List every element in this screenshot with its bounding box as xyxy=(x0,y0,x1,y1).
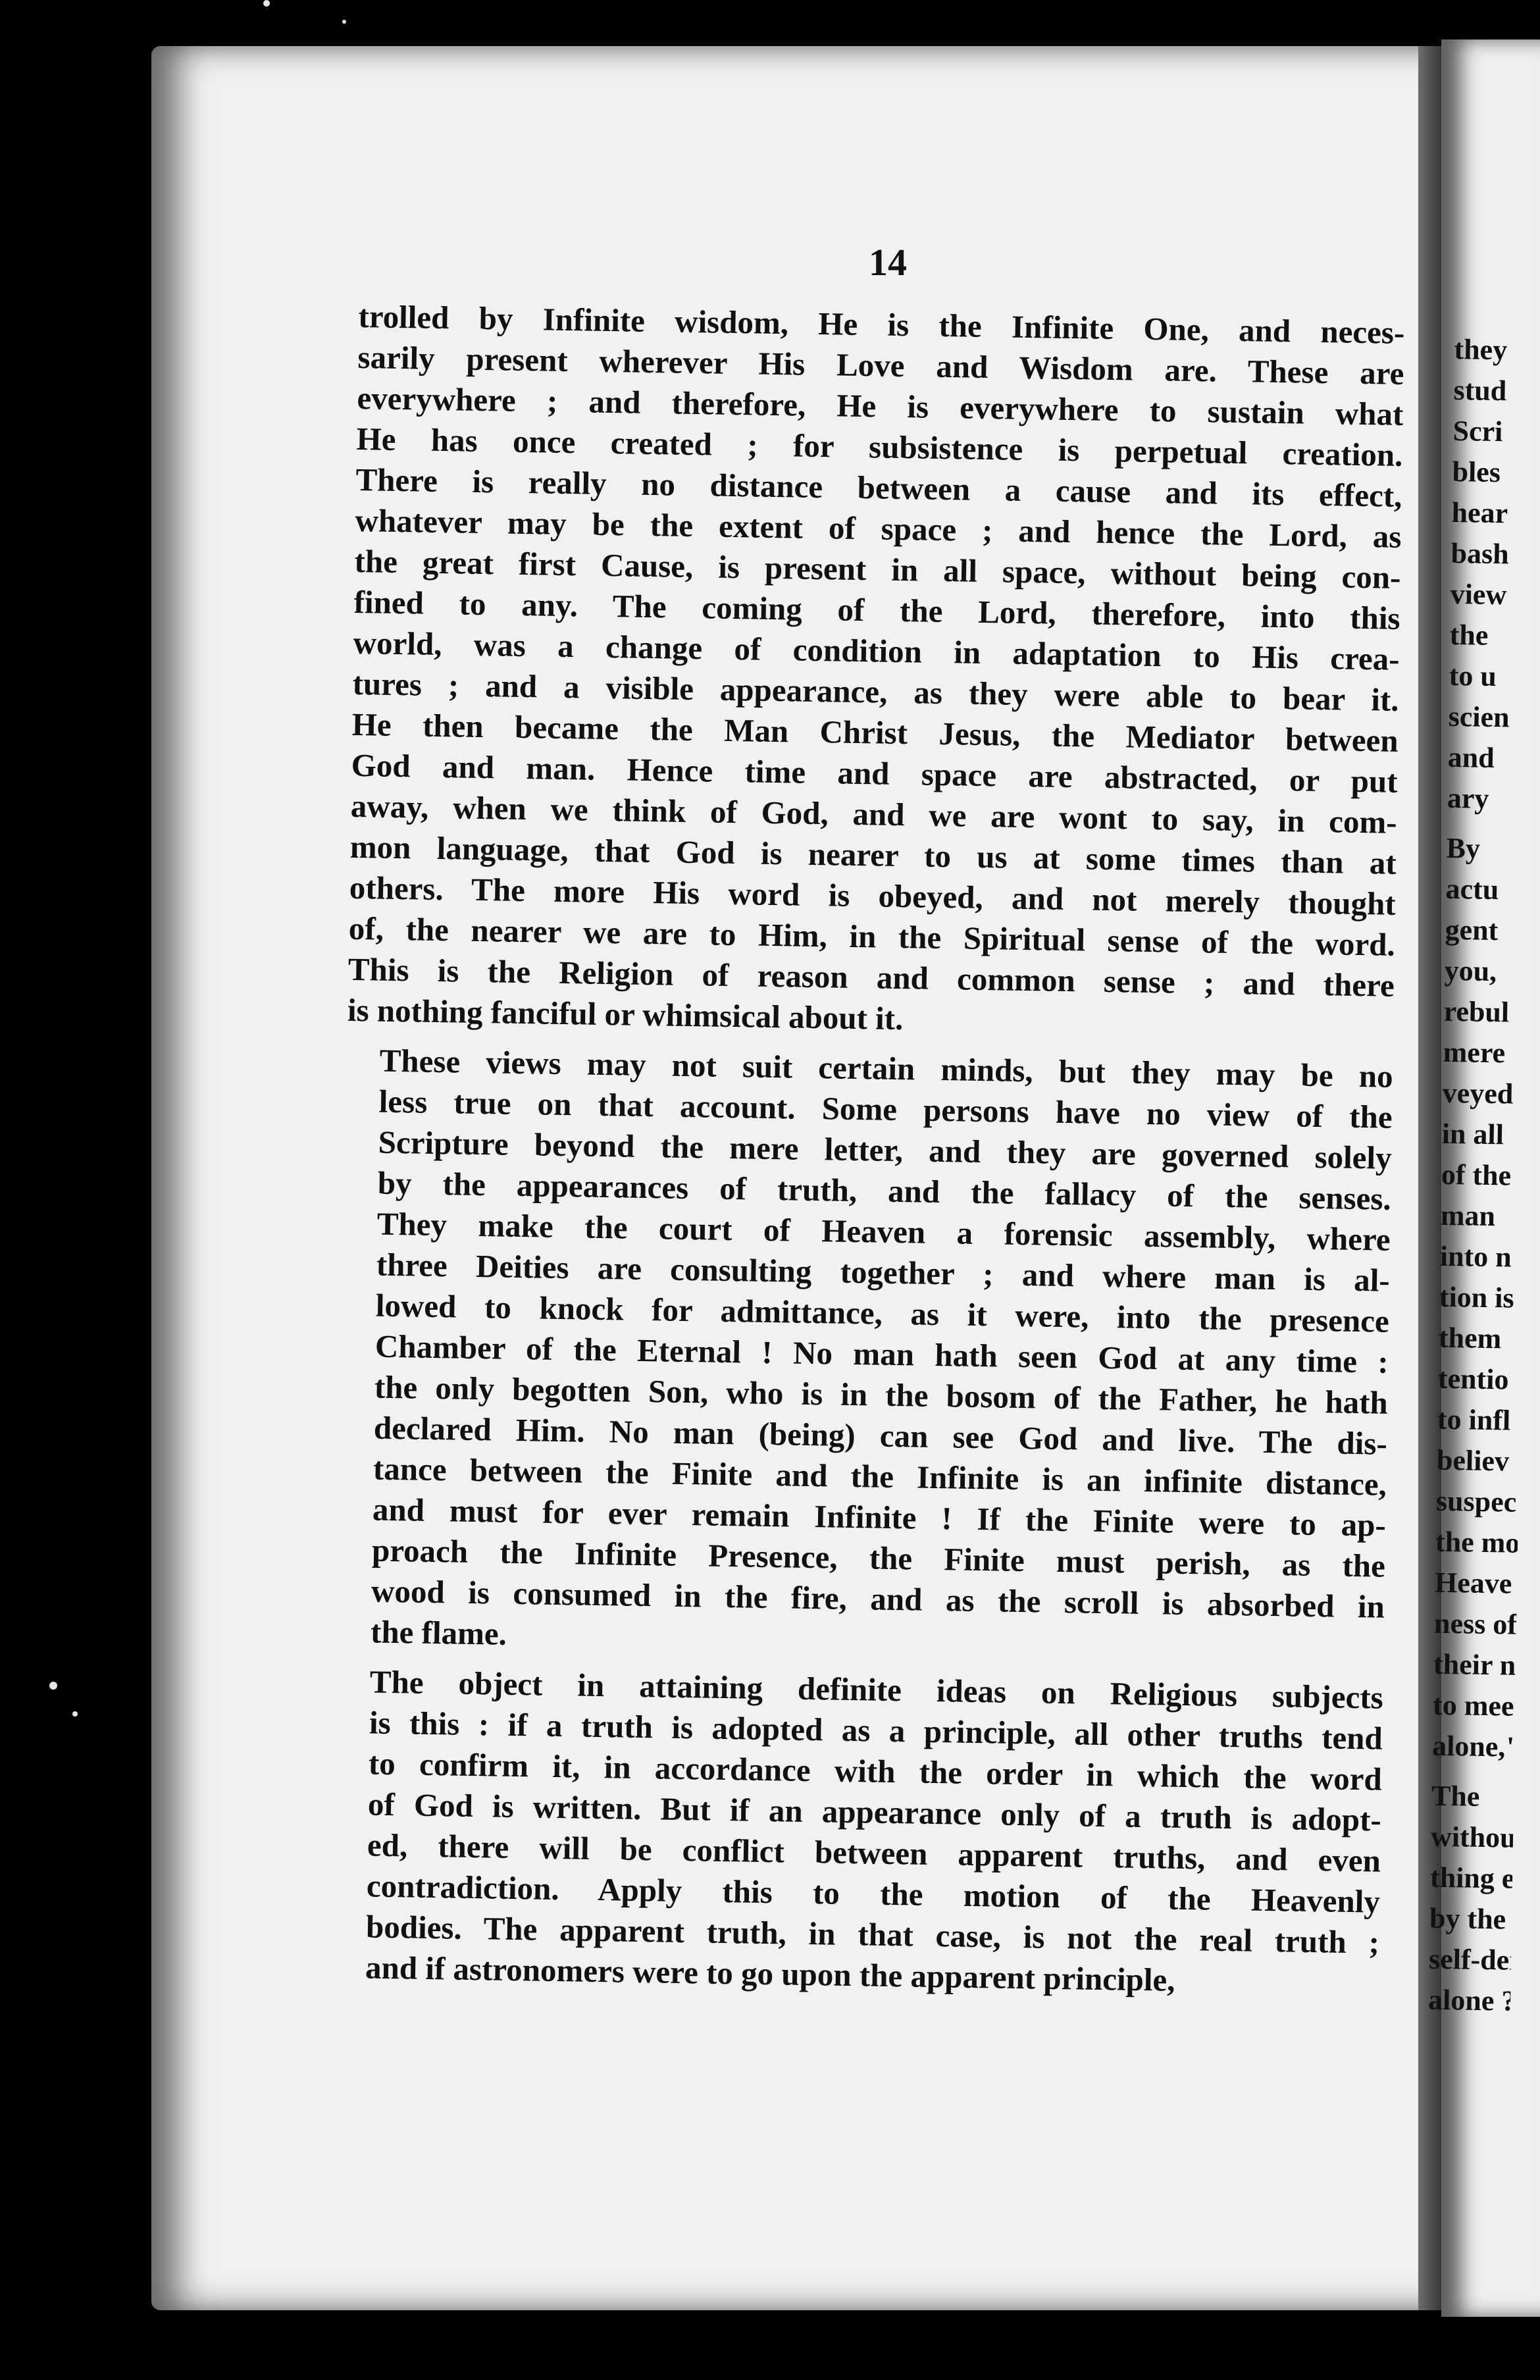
text-line: three Deities are consulting together ; and where man is al- xyxy=(376,1246,1391,1299)
text-fragment: their n xyxy=(1433,1647,1516,1682)
text-fragment: alone ?" xyxy=(1427,1983,1533,2018)
text-line: They make the court of Heaven a forensic assembly, where xyxy=(376,1205,1391,1258)
text-fragment: tion is xyxy=(1439,1280,1514,1314)
text-line: trolled by Infinite wisdom, He is the Infinite One, and neces- xyxy=(358,298,1405,351)
text-fragment: believ xyxy=(1436,1443,1510,1478)
text-fragment: to mee xyxy=(1432,1688,1514,1722)
body-text xyxy=(332,296,1404,2013)
text-line: the great first Cause, is present in all space, without being con- xyxy=(354,542,1401,596)
text-fragment: of the xyxy=(1441,1158,1512,1192)
text-line: declared Him. No man (being) can see God and live. The dis- xyxy=(373,1409,1388,1462)
text-line: These views may not suit certain minds, but they may be no xyxy=(379,1042,1394,1095)
text-fragment: hear xyxy=(1451,496,1508,530)
text-fragment: to u xyxy=(1449,659,1497,693)
text-line: fined to any. The coming of the Lord, therefore, into this xyxy=(353,583,1400,636)
paragraph-2 xyxy=(338,1040,1393,1669)
text-fragment: scien xyxy=(1448,700,1510,734)
text-fragment: to infl xyxy=(1437,1403,1511,1437)
text-line: Scripture beyond the mere letter, and they are governed solely xyxy=(378,1124,1393,1176)
text-fragment: rebul xyxy=(1443,995,1510,1029)
text-line: less true on that account. Some persons have no view of the xyxy=(378,1083,1393,1135)
text-fragment: and xyxy=(1447,740,1495,775)
text-fragment: view xyxy=(1450,577,1507,611)
text-line: He has once created ; for subsistence is perpetual creation. xyxy=(356,420,1403,473)
scan-speck xyxy=(72,1711,78,1717)
text-fragment: the mo xyxy=(1435,1525,1520,1559)
text-line: lowed to knock for admittance, as it were, into the presence xyxy=(375,1287,1390,1339)
paragraph-1 xyxy=(347,296,1404,1047)
text-line: wood is consumed in the fire, and as the scroll is absorbed in xyxy=(371,1572,1385,1625)
text-line: away, when we think of God, and we are wont to say, in com- xyxy=(350,787,1398,841)
text-line: sarily present wherever His Love and Wisdom are. These are xyxy=(357,338,1404,392)
text-fragment: them xyxy=(1438,1321,1502,1355)
text-line: This is the Religion of reason and common sense ; and there xyxy=(347,950,1395,1004)
text-line: is this : if a truth is adopted as a principle, all other truths tend xyxy=(369,1704,1383,1757)
text-fragment: mere xyxy=(1443,1035,1506,1070)
text-line: and if astronomers were to go upon the apparent principle, xyxy=(365,1949,1175,1998)
text-fragment: in all xyxy=(1441,1117,1504,1151)
text-line: whatever may be the extent of space ; and hence the Lord, as xyxy=(355,502,1402,555)
text-line: The object in attaining definite ideas on Religious subjects xyxy=(369,1663,1384,1716)
text-fragment: Scri xyxy=(1452,414,1503,448)
text-line: tures ; and a visible appearance, as they were able to bear it. xyxy=(352,665,1399,718)
scan-speck xyxy=(342,20,346,24)
text-fragment: stud xyxy=(1453,373,1507,407)
text-line: everywhere ; and therefore, He is everywhere to sustain what xyxy=(357,379,1404,432)
text-line: to confirm it, in accordance with the order in which the word xyxy=(368,1745,1383,1798)
text-fragment: you, xyxy=(1444,954,1497,988)
text-fragment: gent xyxy=(1445,913,1499,947)
text-line: There is really no distance between a cause and its effect, xyxy=(355,461,1402,514)
text-line: proach the Infinite Presence, the Finite must perish, as the xyxy=(371,1532,1386,1584)
text-line: bodies. The apparent truth, in that case, is not the real truth ; xyxy=(365,1908,1380,1961)
text-fragment: self-den xyxy=(1428,1942,1526,1977)
text-line: of, the nearer we are to Him, in the Spiritual sense of the word. xyxy=(348,910,1396,963)
text-line: contradiction. Apply this to the motion of the Heavenly xyxy=(366,1867,1381,1920)
text-line: and must for ever remain Infinite ! If the Finite were to ap- xyxy=(372,1491,1387,1543)
text-line: of God is written. But if an appearance only of a truth is adopt- xyxy=(367,1786,1382,1838)
text-fragment: tentio xyxy=(1437,1362,1509,1396)
text-fragment: by the xyxy=(1429,1901,1506,1936)
text-fragment: bash xyxy=(1450,536,1510,571)
text-fragment: The xyxy=(1431,1779,1480,1813)
text-line: others. The more His word is obeyed, and not merely thought xyxy=(349,869,1397,922)
text-line: mon language, that God is nearer to us at some times than at xyxy=(349,828,1397,881)
text-fragment: veyed xyxy=(1442,1076,1514,1110)
text-line: ed, there will be conflict between apparent truths, and even xyxy=(367,1826,1381,1879)
text-fragment: Heave xyxy=(1434,1566,1512,1600)
text-line: tance between the Finite and the Infinite is an infinite distance, xyxy=(372,1450,1387,1503)
page-number: 14 xyxy=(869,241,907,284)
scan-speck xyxy=(263,0,270,7)
text-fragment: ness of xyxy=(1433,1607,1518,1641)
text-line: the flame. xyxy=(370,1613,507,1652)
text-fragment: bles xyxy=(1452,455,1501,489)
text-fragment: withou xyxy=(1430,1820,1516,1854)
text-fragment: they xyxy=(1454,332,1508,367)
text-fragment: thing e xyxy=(1429,1861,1515,1895)
text-line: world, was a change of condition in adaptation to His crea- xyxy=(353,624,1400,677)
text-line: He then became the Man Christ Jesus, the Mediator between xyxy=(351,706,1399,759)
text-fragment: into n xyxy=(1439,1239,1512,1274)
text-line: by the appearances of truth, and the fallacy of the senses. xyxy=(377,1164,1392,1217)
text-line: the only begotten Son, who is in the bosom of the Father, he hath xyxy=(374,1368,1389,1421)
paragraph-3 xyxy=(332,1661,1384,2004)
scan-speck xyxy=(49,1682,57,1690)
text-fragment: man xyxy=(1440,1199,1496,1233)
text-fragment: the xyxy=(1449,618,1489,652)
text-fragment: alone," xyxy=(1431,1729,1522,1763)
text-line: is nothing fanciful or whimsical about it. xyxy=(347,991,904,1037)
text-fragment: By xyxy=(1446,831,1481,865)
text-line: Chamber of the Eternal ! No man hath seen God at any time : xyxy=(374,1328,1389,1380)
text-fragment: suspec xyxy=(1435,1484,1517,1518)
text-fragment: ary xyxy=(1447,781,1489,815)
text-line: God and man. Hence time and space are abstracted, or put xyxy=(351,746,1399,800)
text-fragment: actu xyxy=(1445,872,1499,906)
